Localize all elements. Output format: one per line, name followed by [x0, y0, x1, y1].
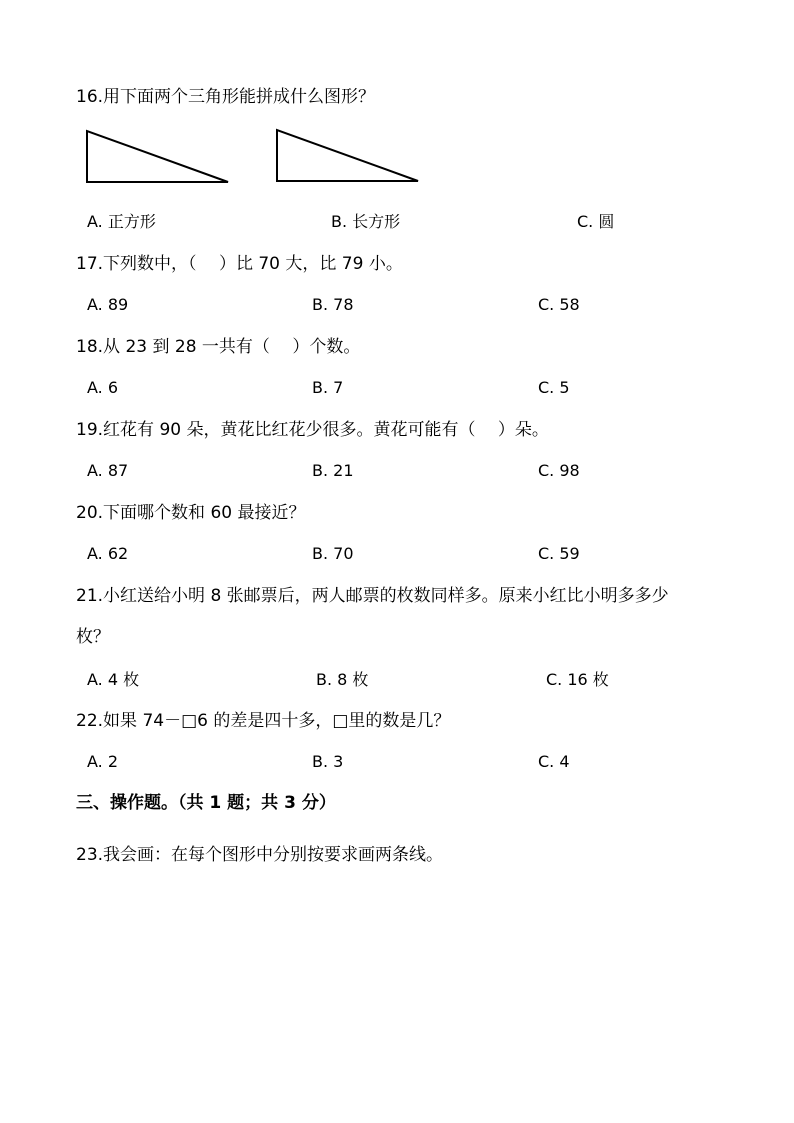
question-22-text: 22.如果 74－□6 的差是四十多，□里的数是几？ [76, 711, 451, 731]
question-23-text: 23.我会画：在每个图形中分别按要求画两条线。 [76, 845, 444, 865]
q16-option-a: A. 正方形 [87, 212, 156, 231]
q21-option-a: A. 4 枚 [87, 670, 140, 689]
q22-option-a: A. 2 [87, 752, 119, 771]
q22-option-b: B. 3 [312, 752, 344, 771]
question-18-text: 18.从 23 到 28 一共有（ ）个数。 [76, 337, 361, 357]
question-21-text-line2: 枚？ [76, 627, 110, 647]
q21-option-b: B. 8 枚 [316, 670, 369, 689]
q17-option-a: A. 89 [87, 295, 129, 314]
q20-option-b: B. 70 [312, 544, 354, 563]
question-20-text: 20.下面哪个数和 60 最接近？ [76, 503, 306, 523]
q18-option-b: B. 7 [312, 378, 344, 397]
question-17-text: 17.下列数中，（ ）比 70 大，比 79 小。 [76, 254, 403, 274]
q17-option-c: C. 58 [538, 295, 580, 314]
q20-option-c: C. 59 [538, 544, 580, 563]
q16-option-b: B. 长方形 [331, 212, 401, 231]
triangle-left-icon [87, 131, 228, 182]
question-21-text-line1: 21.小红送给小明 8 张邮票后，两人邮票的枚数同样多。原来小红比小明多多少 [76, 586, 669, 606]
q18-option-c: C. 5 [538, 378, 570, 397]
section-3-title: 三、操作题。（共 1 题；共 3 分） [76, 793, 336, 813]
q22-option-c: C. 4 [538, 752, 570, 771]
q19-option-c: C. 98 [538, 461, 580, 480]
triangle-right-icon [277, 130, 418, 181]
triangle-left-figure [82, 126, 232, 186]
triangle-right-figure [272, 125, 422, 185]
q18-option-a: A. 6 [87, 378, 119, 397]
q20-option-a: A. 62 [87, 544, 129, 563]
question-19-text: 19.红花有 90 朵，黄花比红花少很多。黄花可能有（ ）朵。 [76, 420, 549, 440]
q16-option-c: C. 圆 [577, 212, 615, 231]
q17-option-b: B. 78 [312, 295, 354, 314]
question-16-text: 16.用下面两个三角形能拼成什么图形？ [76, 87, 376, 107]
q19-option-b: B. 21 [312, 461, 354, 480]
q21-option-c: C. 16 枚 [546, 670, 609, 689]
q19-option-a: A. 87 [87, 461, 129, 480]
